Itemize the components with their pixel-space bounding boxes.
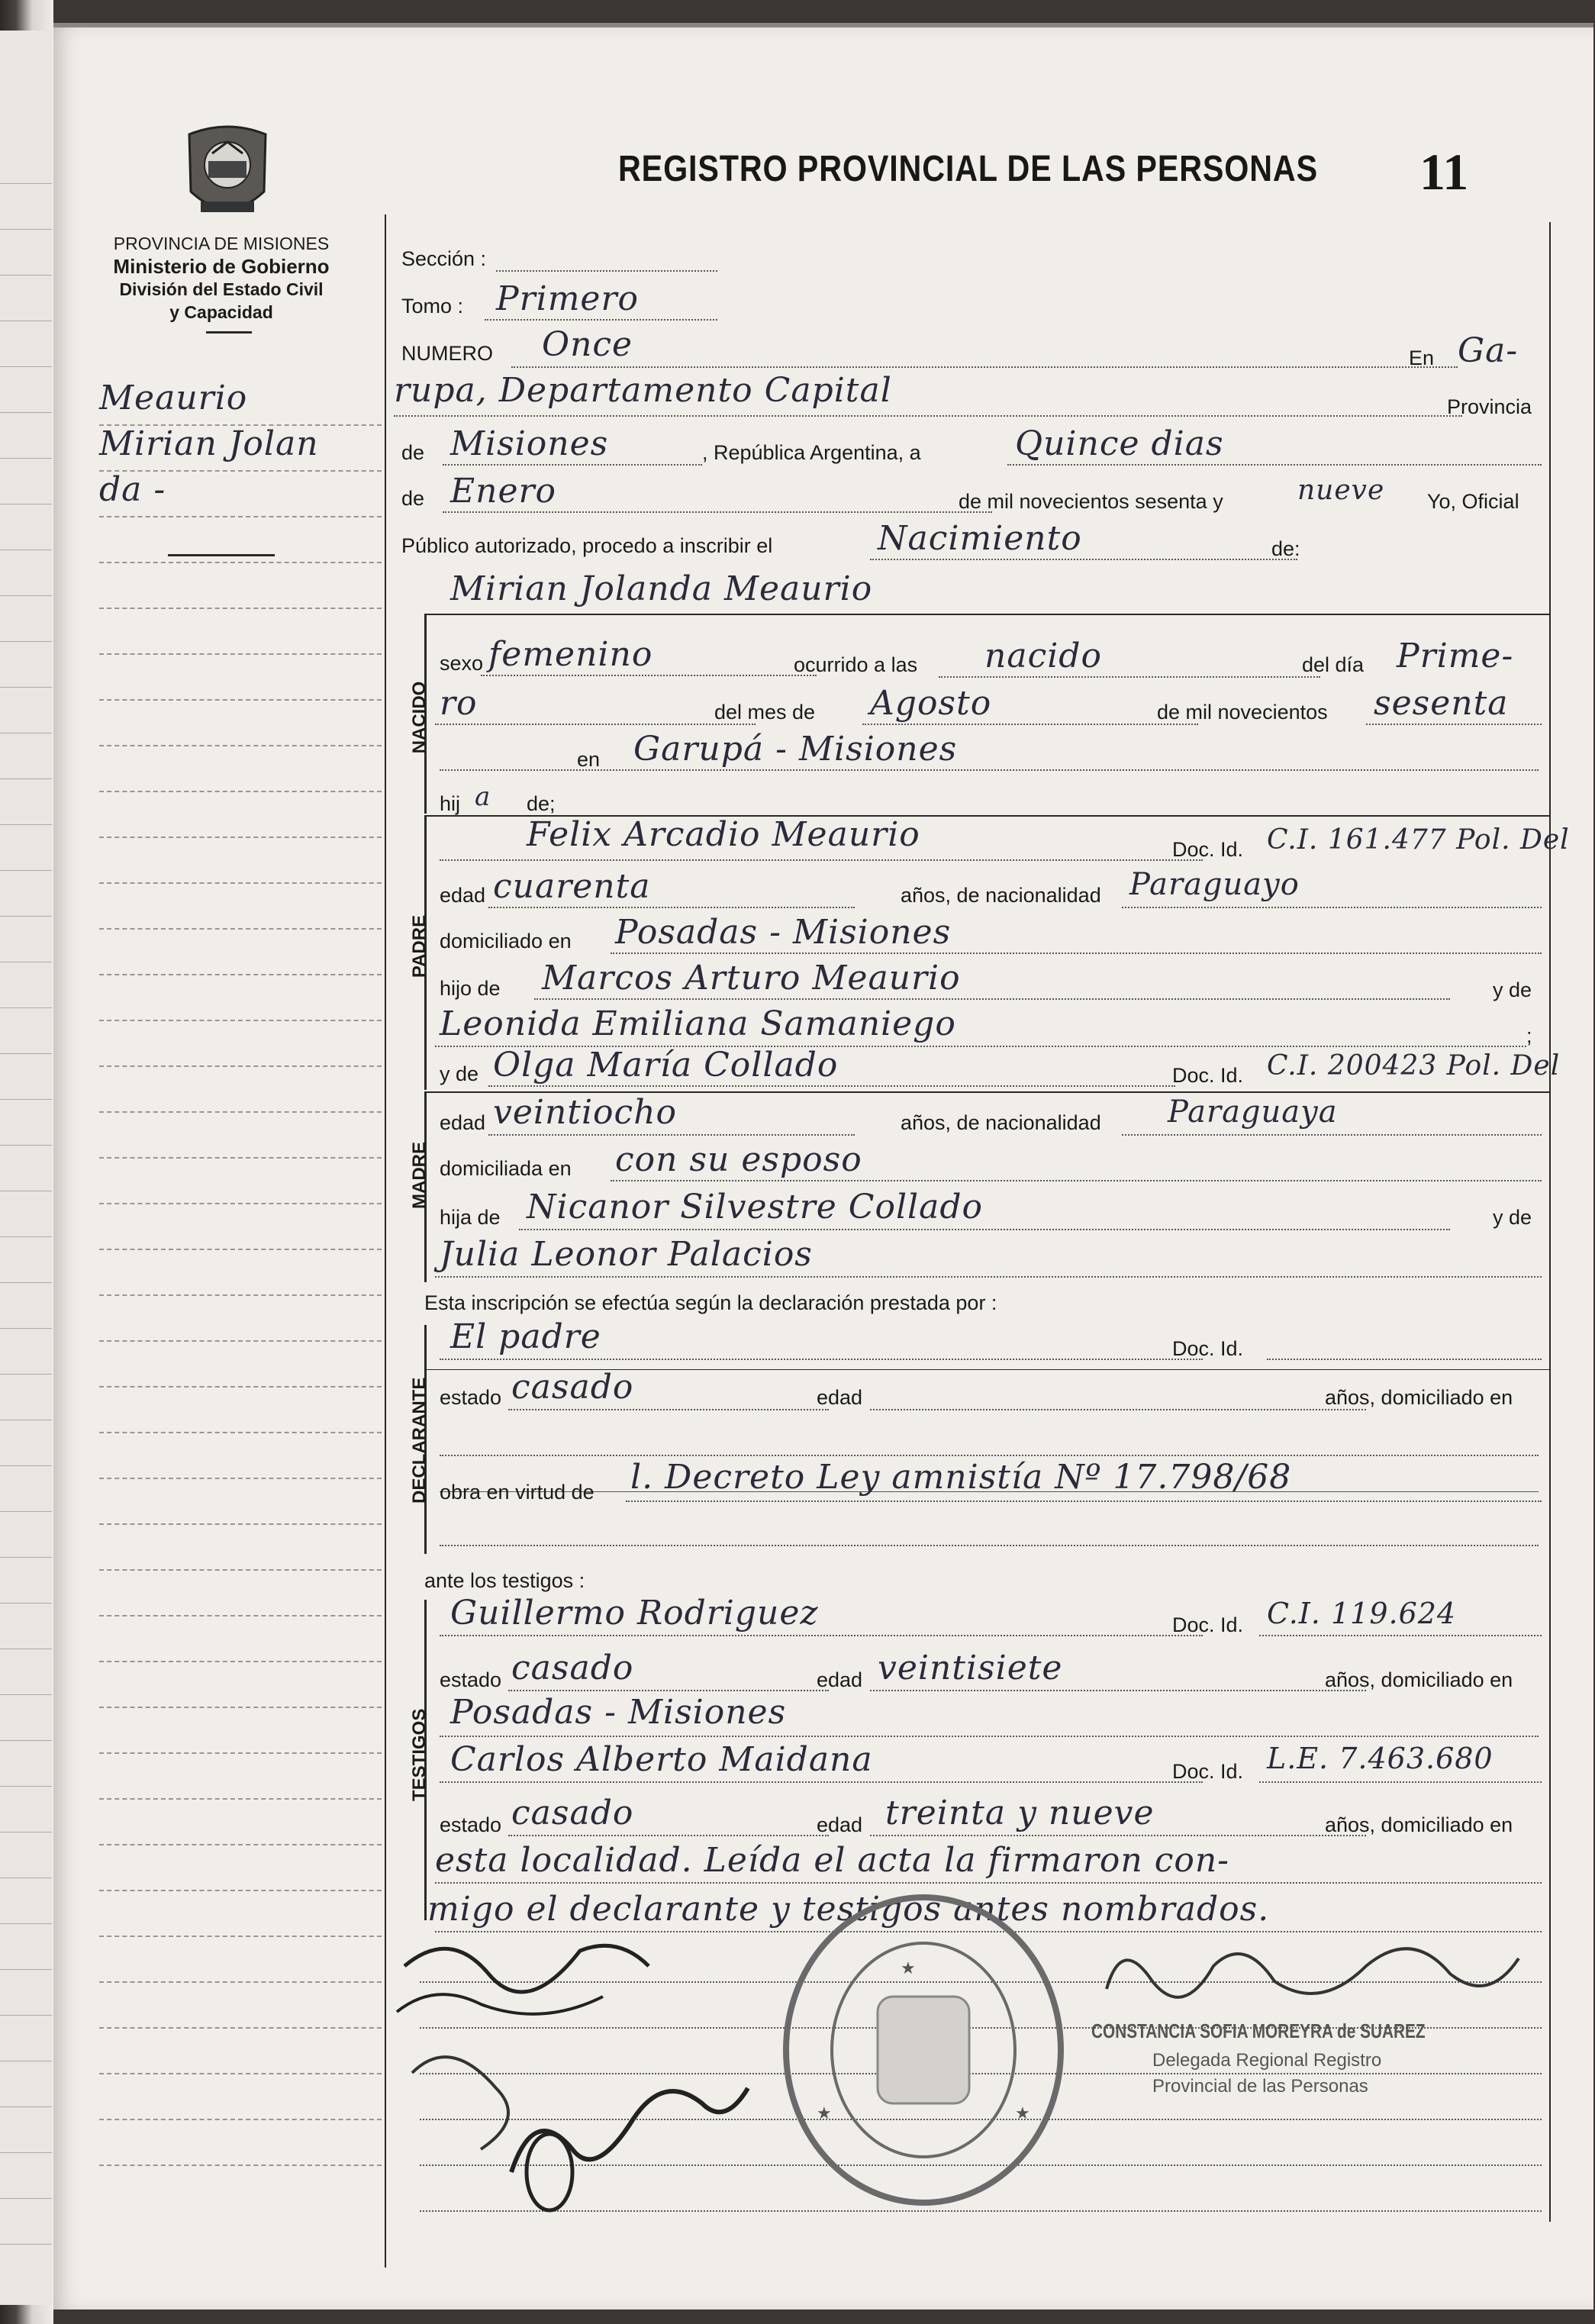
declarante-edad-label: edad: [817, 1386, 863, 1409]
padre-nombre-value: Felix Arcadio Meaurio: [527, 815, 920, 854]
testigo1-doc-value: C.I. 119.624: [1267, 1597, 1457, 1630]
declarante-estado-label: estado: [440, 1386, 502, 1409]
testigo2-estado-label: estado: [440, 1813, 502, 1836]
madre-edad-label: edad: [440, 1111, 486, 1134]
org-province: PROVINCIA DE MISIONES: [113, 234, 330, 253]
mes-value: Enero: [450, 472, 557, 511]
testigo1-edad-value: veintisiete: [878, 1649, 1063, 1687]
left-page-rule: [0, 1374, 52, 1375]
mil-novecientos-label: de mil novecientos sesenta y: [959, 490, 1223, 513]
del-dia-label: del día: [1302, 653, 1365, 676]
provincia-label: Provincia: [1447, 395, 1532, 418]
ano-nac-value: sesenta: [1374, 684, 1509, 723]
sexo-label: sexo: [440, 652, 484, 675]
left-page-rule: [0, 412, 52, 413]
stamp-role1: Delegada Regional Registro: [1152, 2050, 1382, 2071]
left-page-rule: [0, 778, 52, 779]
left-page-rule: [0, 1557, 52, 1558]
left-page-rule: [0, 2015, 52, 2016]
publico-label: Público autorizado, procedo a inscribir el: [401, 534, 773, 557]
provincia-value: Misiones: [450, 424, 609, 463]
obra-virtud-label: obra en virtud de: [440, 1481, 594, 1504]
left-page-rule: [0, 1053, 52, 1054]
padre-padre-value: Marcos Arturo Meaurio: [542, 959, 961, 998]
page-title: REGISTRO PROVINCIAL DE LAS PERSONAS: [618, 149, 1318, 189]
margin-note-end: da -: [99, 470, 166, 509]
left-page-rule: [0, 1328, 52, 1329]
left-page-rule: [0, 2106, 52, 2107]
seccion-label: Sección :: [401, 247, 487, 270]
cierre-line1: esta localidad. Leída el acta la firmaron con-: [435, 1841, 1230, 1880]
madre-section-label: MADRE: [409, 1142, 430, 1209]
padre-edad-label: edad: [440, 884, 486, 907]
fecha-dia-value: Quince dias: [1015, 424, 1224, 463]
tomo-label: Tomo :: [401, 295, 464, 317]
testigo1-domiciliado-label: años, domiciliado en: [1325, 1668, 1513, 1691]
numero-label: NUMERO: [401, 342, 493, 365]
madre-hija-de-label: hija de: [440, 1206, 501, 1229]
left-page-rule: [0, 458, 52, 459]
svg-text:★: ★: [1015, 2103, 1030, 2123]
madre-doc-label: Doc. Id.: [1172, 1064, 1244, 1087]
register-page: [53, 23, 1593, 2309]
padre-y-de-label: y de: [1493, 978, 1532, 1001]
left-page-rule: [0, 1282, 52, 1283]
mes-nac-value: Agosto: [870, 684, 992, 723]
nombre-value: Mirian Jolanda Meaurio: [450, 569, 873, 608]
left-page-rule: [0, 1099, 52, 1100]
testigo2-edad-value: treinta y nueve: [885, 1794, 1155, 1832]
padre-nacionalidad-label: años, de nacionalidad: [901, 884, 1101, 907]
right-border: [1549, 222, 1551, 2222]
declarante-domiciliado-label: años, domiciliado en: [1325, 1386, 1513, 1409]
left-page-rule: [0, 1694, 52, 1695]
ocurrido-label: ocurrido a las: [794, 653, 918, 676]
testigo2-estado-value: casado: [511, 1794, 634, 1832]
left-page-rule: [0, 641, 52, 642]
madre-edad-value: veintiocho: [493, 1093, 678, 1132]
sexo-value: femenino: [488, 635, 653, 674]
padre-madre-value: Leonida Emiliana Samaniego: [440, 1004, 956, 1043]
de-colon-label: de:: [1271, 537, 1300, 560]
margin-note-name: Mirian Jolan: [99, 424, 319, 463]
page-number: 11: [1419, 143, 1469, 201]
en-label: En: [1409, 347, 1435, 369]
official-signature: [1091, 1920, 1534, 2027]
padre-doc-label: Doc. Id.: [1172, 838, 1244, 861]
left-page-rule: [0, 366, 52, 367]
testigo2-doc-value: L.E. 7.463.680: [1267, 1742, 1494, 1775]
org-underline: [206, 331, 252, 334]
numero-value: Once: [542, 325, 633, 364]
madre-madre-value: Julia Leonor Palacios: [440, 1235, 813, 1274]
en2-label: en: [577, 748, 601, 771]
padre-edad-value: cuarenta: [493, 867, 651, 906]
tomo-value: Primero: [496, 279, 639, 318]
left-page-rule: [0, 183, 52, 184]
left-page-rule: [0, 1923, 52, 1924]
svg-text:★: ★: [901, 1958, 916, 1977]
witness-signatures: [389, 1920, 786, 2241]
left-page-rule: [0, 2198, 52, 2199]
org-capacity: y Capacidad: [169, 302, 273, 322]
dia-value: Prime-: [1397, 637, 1514, 675]
acto-value: Nacimiento: [878, 519, 1082, 558]
nacido-section-label: NACIDO: [409, 681, 430, 754]
left-page-rule: [0, 870, 52, 871]
de-label: de: [401, 441, 425, 464]
madre-nombre-value: Olga María Collado: [493, 1046, 839, 1085]
hij-label: hij: [440, 792, 461, 815]
ano-value: nueve: [1297, 475, 1385, 506]
testigo1-estado-value: casado: [511, 1649, 634, 1687]
left-page-rule: [0, 1236, 52, 1237]
madre-nacionalidad-label: años, de nacionalidad: [901, 1111, 1101, 1134]
mil-nov-label: de mil novecientos: [1157, 701, 1328, 724]
left-page-rule: [0, 1969, 52, 1970]
left-page-rule: [0, 1786, 52, 1787]
left-page-rule: [0, 1007, 52, 1008]
madre-doc-value: C.I. 200423 Pol. Del: [1267, 1050, 1561, 1081]
column-divider: [385, 214, 386, 2268]
left-page-rule: [0, 2244, 52, 2245]
left-page-rule: [0, 916, 52, 917]
en-value: Ga-: [1458, 331, 1519, 370]
madre-y-de2-label: y de: [1493, 1206, 1532, 1229]
testigo1-domicilio-value: Posadas - Misiones: [450, 1693, 787, 1732]
left-page-rule: [0, 2152, 52, 2153]
ciudad-value: rupa, Departamento Capital: [394, 371, 892, 410]
left-page-rule: [0, 1740, 52, 1741]
declarante-value: El padre: [450, 1317, 601, 1356]
de2-label: de: [401, 487, 425, 510]
semicolon-label: ;: [1526, 1024, 1532, 1047]
testigo1-edad-label: edad: [817, 1668, 863, 1691]
virtud-value: l. Decreto Ley amnistía Nº 17.798/68: [630, 1458, 1292, 1497]
padre-hijo-de-label: hijo de: [440, 977, 501, 1000]
margin-note-underline: [168, 554, 275, 556]
dia-cont-value: ro: [440, 684, 478, 723]
ante-testigos-label: ante los testigos :: [424, 1569, 585, 1592]
declarante-section-label: DECLARANTE: [409, 1377, 430, 1504]
madre-y-de-label: y de: [440, 1062, 479, 1085]
left-page-rule: [0, 687, 52, 688]
madre-domicilio-value: con su esposo: [615, 1140, 862, 1179]
hij-de-label: de;: [527, 792, 556, 815]
seccion-line: [496, 270, 717, 272]
republica-label: , República Argentina, a: [702, 441, 921, 464]
testigo2-edad-label: edad: [817, 1813, 863, 1836]
lugar-value: Garupá - Misiones: [633, 730, 958, 769]
left-page-rule: [0, 1511, 52, 1512]
madre-nacionalidad-value: Paraguaya: [1168, 1094, 1338, 1130]
left-page-edge: [0, 31, 52, 2305]
left-page-rule: [0, 595, 52, 596]
yo-oficial-label: Yo, Oficial: [1427, 490, 1519, 513]
official-seal-icon: [771, 1890, 1076, 2210]
left-page-rule: [0, 1603, 52, 1604]
padre-doc-value: C.I. 161.477 Pol. Del: [1267, 824, 1570, 856]
madre-padre-value: Nicanor Silvestre Collado: [527, 1188, 983, 1226]
svg-text:★: ★: [817, 2103, 832, 2123]
left-page-rule: [0, 229, 52, 230]
coat-of-arms-icon: [182, 119, 273, 226]
left-page-rule: [0, 824, 52, 825]
padre-domicilio-value: Posadas - Misiones: [615, 913, 952, 952]
declarante-estado-value: casado: [511, 1368, 634, 1407]
declarante-doc-label: Doc. Id.: [1172, 1337, 1244, 1360]
stamp-role2: Provincial de las Personas: [1152, 2076, 1368, 2097]
testigo1-estado-label: estado: [440, 1668, 502, 1691]
left-page-rule: [0, 1145, 52, 1146]
testigos-section-label: TESTIGOS: [409, 1708, 430, 1801]
testigo1-doc-label: Doc. Id.: [1172, 1613, 1244, 1636]
left-page-rule: [0, 275, 52, 276]
padre-nacionalidad-value: Paraguayo: [1129, 867, 1300, 902]
padre-domicilio-label: domiciliado en: [440, 930, 572, 952]
left-page-rule: [0, 1465, 52, 1466]
stamp-name: CONSTANCIA SOFIA MOREYRA de SUAREZ: [1091, 2019, 1426, 2042]
org-ministry: Ministerio de Gobierno: [113, 255, 330, 278]
testigo2-domiciliado-label: años, domiciliado en: [1325, 1813, 1513, 1836]
testigo2-doc-label: Doc. Id.: [1172, 1760, 1244, 1783]
testigo2-value: Carlos Alberto Maidana: [450, 1740, 873, 1779]
hija-value: a: [475, 782, 491, 812]
org-division: División del Estado Civil: [119, 279, 324, 299]
hora-value: nacido: [984, 637, 1102, 675]
inscripcion-label: Esta inscripción se efectúa según la declaración prestada por :: [424, 1291, 997, 1314]
testigo1-value: Guillermo Rodriguez: [450, 1594, 819, 1633]
margin-note-surname: Meaurio: [99, 379, 248, 417]
madre-domicilio-label: domiciliada en: [440, 1157, 572, 1180]
cierre-line2: migo el declarante y testigos antes nombrados.: [427, 1890, 1270, 1929]
del-mes-label: del mes de: [714, 701, 816, 724]
padre-section-label: PADRE: [409, 914, 430, 978]
